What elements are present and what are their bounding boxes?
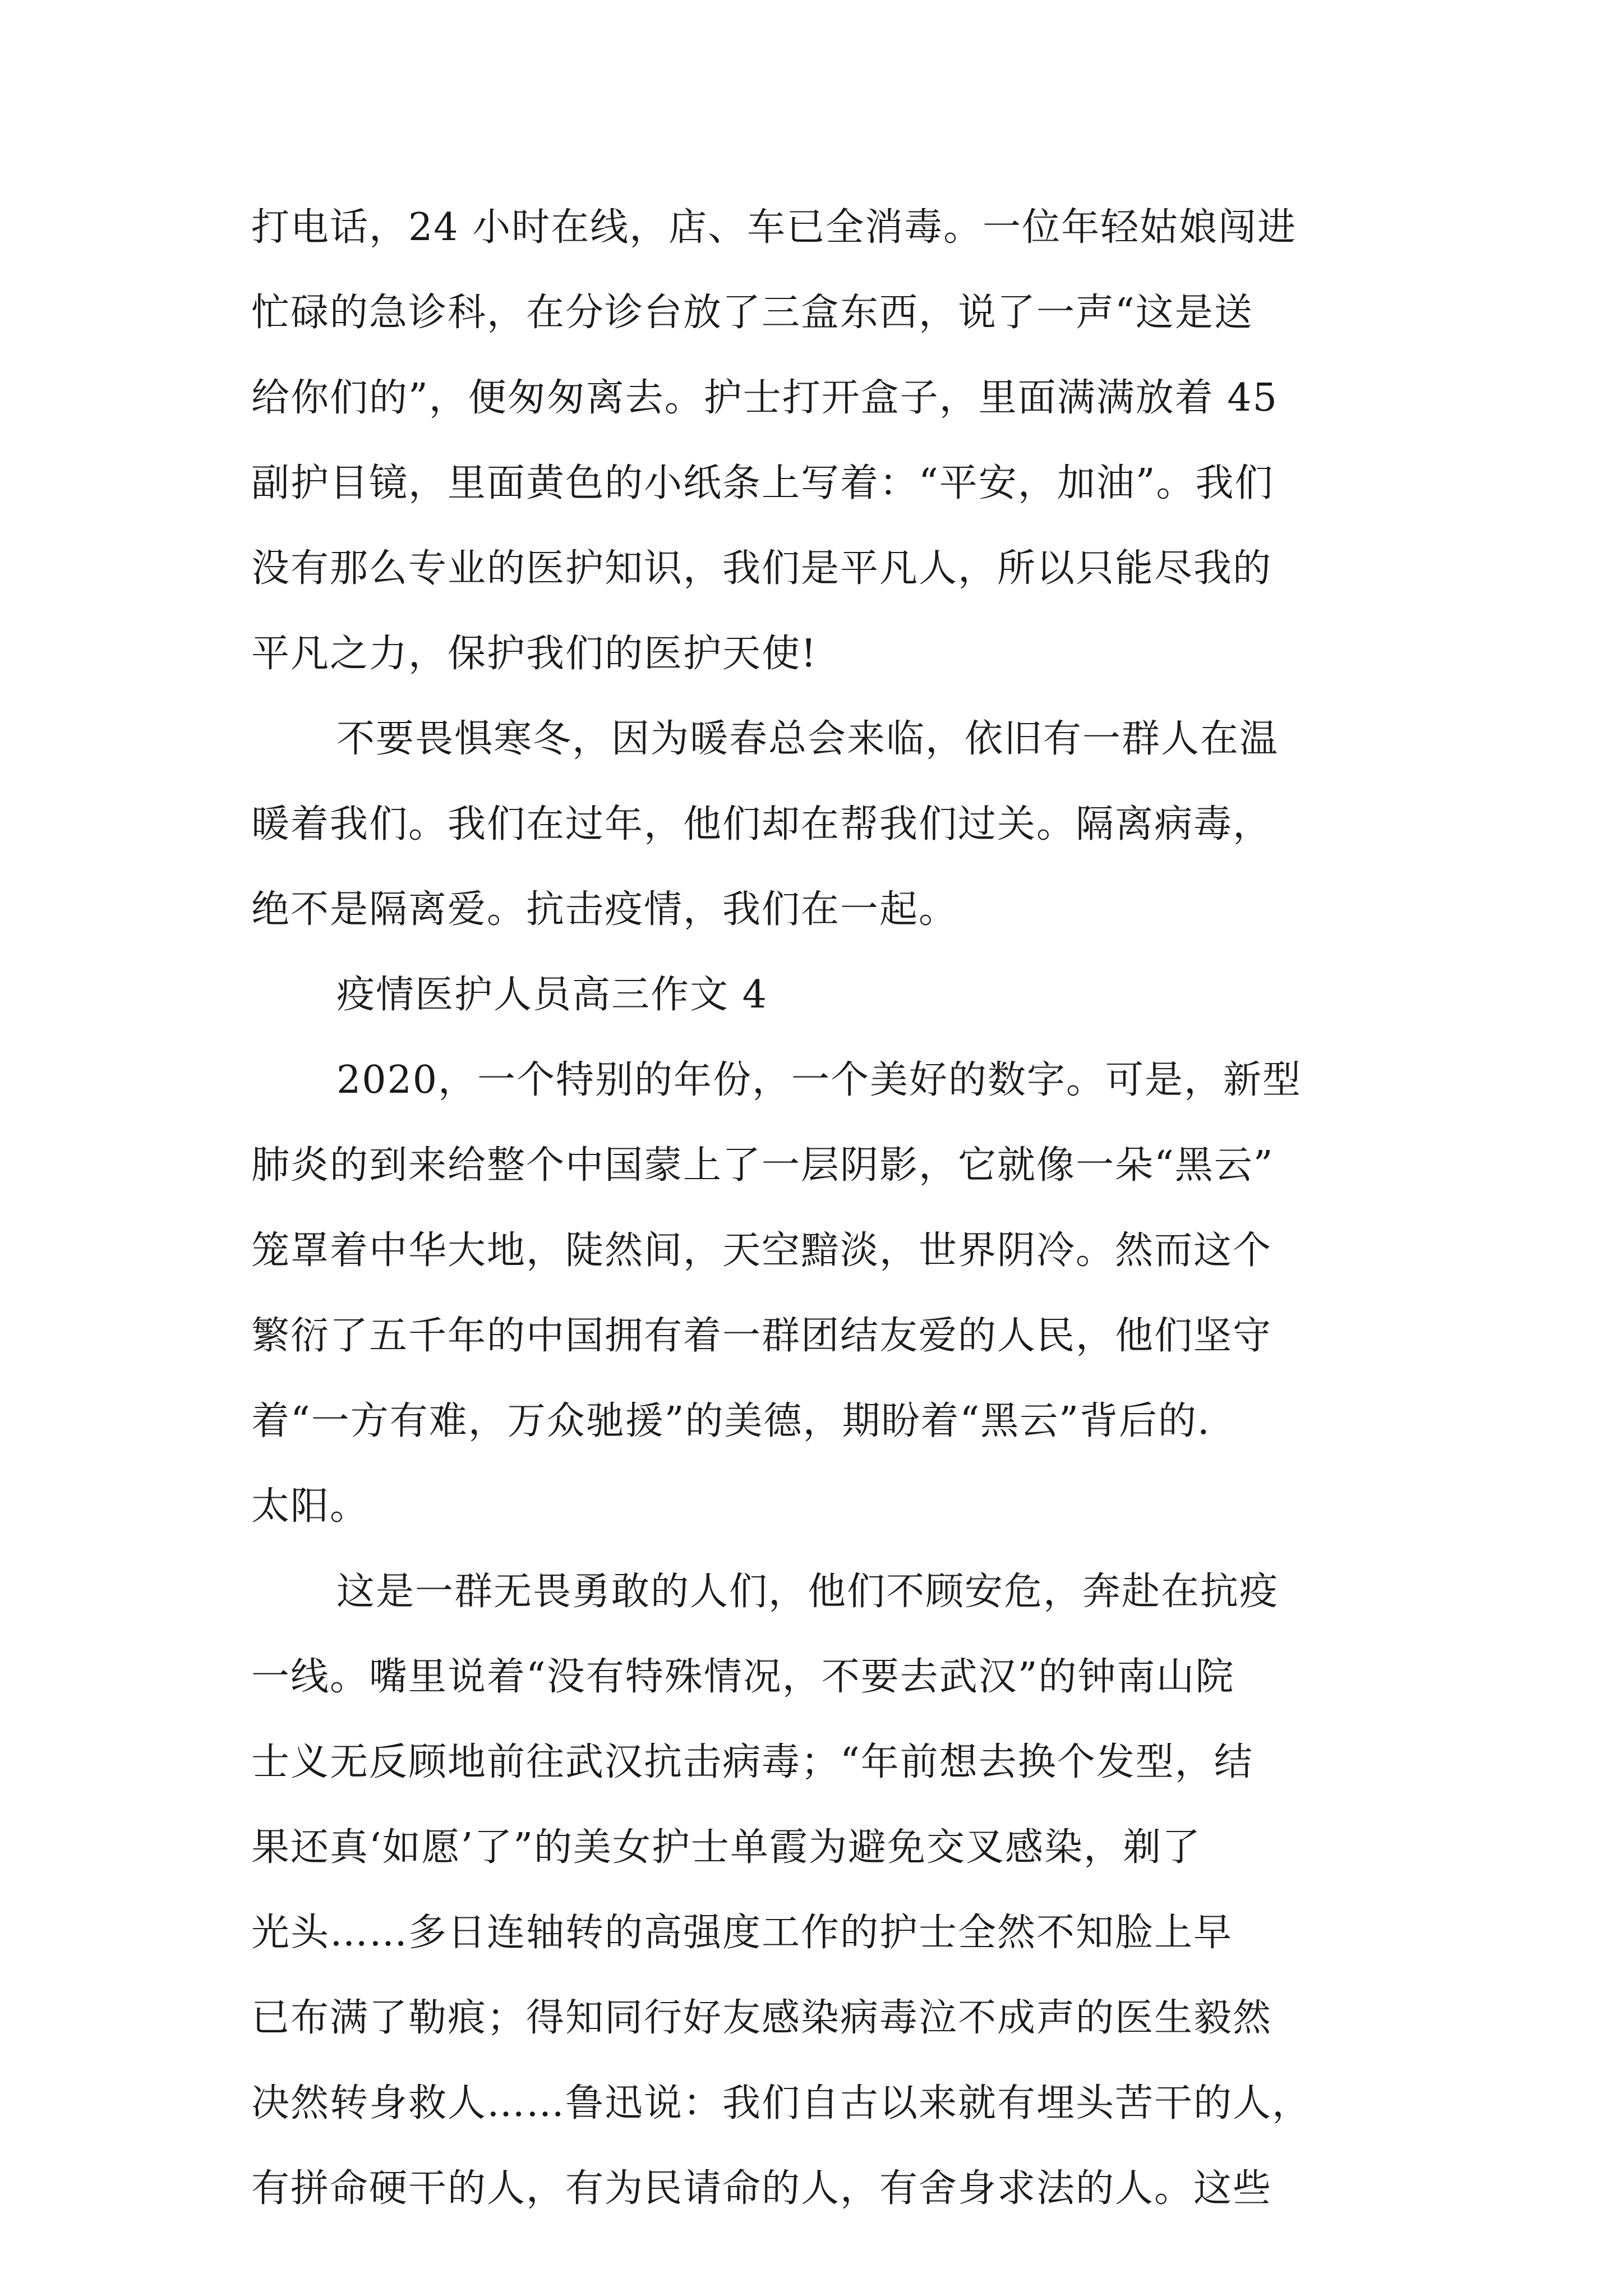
paragraph-first-line: 不要畏惧寒冬，因为暖春总会来临，依旧有一群人在温 <box>336 717 1279 761</box>
text-line: 肺炎的到来给整个中国蒙上了一层阴影，它就像一朵“黑云” <box>251 1143 1274 1188</box>
text-line: 绝不是隔离爱。抗击疫情，我们在一起。 <box>251 887 958 932</box>
text-line: 副护目镜，里面黄色的小纸条上写着：“平安，加油”。我们 <box>251 461 1274 505</box>
text-line: 着“一方有难，万众驰援”的美德，期盼着“黑云”背后的. <box>251 1399 1211 1443</box>
text-line: 已布满了勒痕；得知同行好友感染病毒泣不成声的医生毅然 <box>251 1996 1272 2040</box>
text-line: 打电话，24 小时在线，店、车已全消毒。一位年轻姑娘闯进 <box>251 205 1297 250</box>
text-line: 果还真‘如愿’了”的美女护士单霞为避免交叉感染，剃了 <box>251 1825 1201 1870</box>
text-line: 给你们的”，便匆匆离去。护士打开盒子，里面满满放着 45 <box>251 376 1278 420</box>
text-line: 暖着我们。我们在过年，他们却在帮我们过关。隔离病毒， <box>251 802 1272 846</box>
text-line: 决然转身救人……鲁迅说：我们自古以来就有埋头苦干的人， <box>251 2081 1312 2125</box>
text-line: 笼罩着中华大地，陡然间，天空黯淡，世界阴冷。然而这个 <box>251 1228 1272 1273</box>
text-line: 忙碌的急诊科，在分诊台放了三盒东西，说了一声“这是送 <box>251 291 1253 335</box>
text-line: 没有那么专业的医护知识，我们是平凡人，所以只能尽我的 <box>251 546 1272 591</box>
section-heading: 疫情医护人员高三作文 4 <box>336 973 768 1017</box>
text-line: 光头……多日连轴转的高强度工作的护士全然不知脸上早 <box>251 1911 1233 1955</box>
paragraph-first-line: 2020，一个特别的年份，一个美好的数字。可是，新型 <box>336 1058 1302 1102</box>
text-line: 太阳。 <box>251 1484 370 1529</box>
text-line: 平凡之力，保护我们的医护天使! <box>251 632 818 676</box>
text-line: 有拼命硬干的人，有为民请命的人，有舍身求法的人。这些 <box>251 2166 1272 2211</box>
text-line: 一线。嘴里说着“没有特殊情况，不要去武汉”的钟南山院 <box>251 1655 1235 1699</box>
text-line: 繁衍了五千年的中国拥有着一群团结友爱的人民，他们坚守 <box>251 1314 1272 1358</box>
paragraph-first-line: 这是一群无畏勇敢的人们，他们不顾安危，奔赴在抗疫 <box>336 1570 1279 1614</box>
text-line: 士义无反顾地前往武汉抗击病毒；“年前想去换个发型，结 <box>251 1740 1253 1784</box>
document-body <box>251 185 1373 2231</box>
